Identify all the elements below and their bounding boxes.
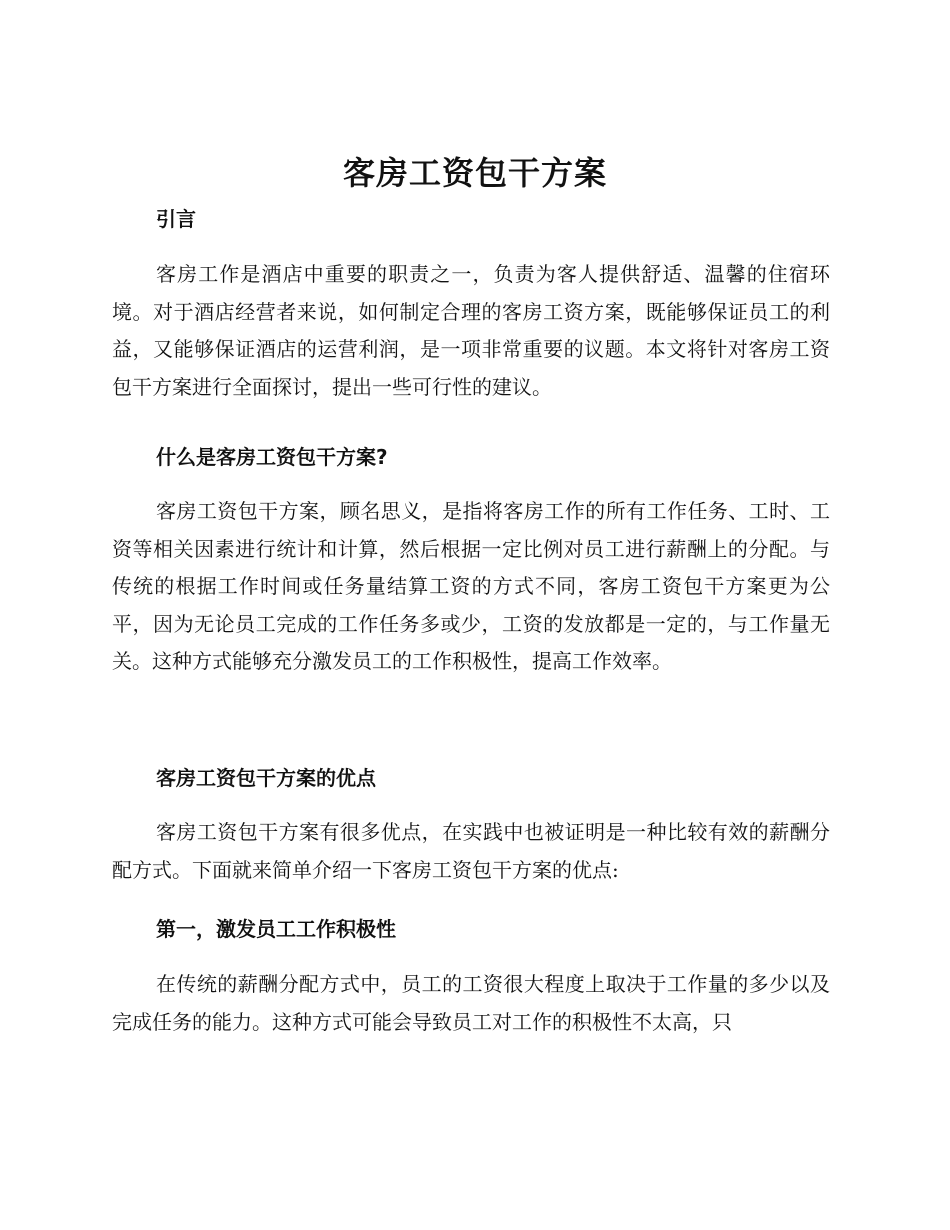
section-paragraph-definition: 客房工资包干方案，顾名思义，是指将客房工作的所有工作任务、工时、工资等相关因素进行统计和计算，然后根据一定比例对员工进行薪酬上的分配。与传统的根据工作时间或任务量结算工资的方式不同，客房工资包干方案更为公平，因为无论员工完成的工作任务多或少，工资的发放都是一定的，与工作量无关。这种方式能够充分激发员工的工作积极性，提高工作效率。	[112, 499, 830, 674]
section-paragraph-advantages: 客房工资包干方案有很多优点，在实践中也被证明是一种比较有效的薪酬分配方式。下面就来简单介绍一下客房工资包干方案的优点:	[112, 820, 830, 882]
section-heading-definition: 什么是客房工资包干方案?	[156, 445, 388, 469]
section-paragraph-first-point: 在传统的薪酬分配方式中，员工的工资很大程度上取决于工作量的多少以及完成任务的能力。这种方式可能会导致员工对工作的积极性不太高，只	[112, 972, 830, 1034]
section-heading-first-point: 第一，激发员工工作积极性	[156, 917, 396, 941]
section-paragraph-introduction: 客房工作是酒店中重要的职责之一，负责为客人提供舒适、温馨的住宿环境。对于酒店经营者来说，如何制定合理的客房工资方案，既能够保证员工的利益，又能够保证酒店的运营利润，是一项非常重要的议题。本文将针对客房工资包干方案进行全面探讨，提出一些可行性的建议。	[112, 262, 830, 399]
section-heading-introduction: 引言	[156, 207, 196, 231]
document-title: 客房工资包干方案	[342, 154, 607, 192]
section-heading-advantages: 客房工资包干方案的优点	[156, 766, 376, 790]
